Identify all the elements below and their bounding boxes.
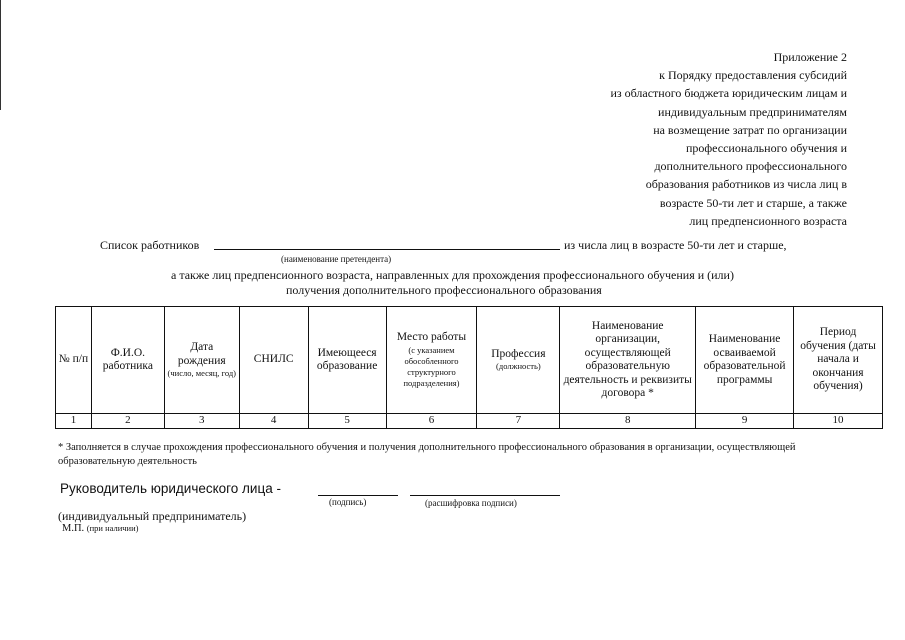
table-header-row bbox=[56, 307, 883, 414]
header-label: № п/п bbox=[58, 353, 89, 366]
header-sublabel: (должность) bbox=[496, 361, 541, 372]
applicant-name-blank[interactable] bbox=[214, 249, 560, 250]
appendix-line: индивидуальным предпринимателям bbox=[658, 104, 847, 119]
seal-label bbox=[62, 523, 139, 534]
seal-note: (при наличии) bbox=[86, 523, 139, 533]
appendix-line: образования работников из числа лиц в bbox=[645, 177, 847, 192]
column-number: 2 bbox=[91, 414, 164, 429]
header-label: Имеющееся образование bbox=[316, 346, 378, 372]
column-number: 9 bbox=[696, 414, 794, 429]
header-label: Ф.И.О. работника bbox=[102, 346, 153, 372]
appendix-line: лиц предпенсионного возраста bbox=[689, 213, 847, 228]
entrepreneur-label: (индивидуальный предприниматель) bbox=[58, 509, 247, 523]
appendix-line: из областного бюджета юридическим лицам и bbox=[610, 86, 847, 101]
header-cell bbox=[477, 307, 560, 414]
appendix-line: профессионального обучения и bbox=[685, 141, 847, 156]
signature-caption: (подпись) bbox=[329, 497, 367, 507]
title-suffix: из числа лиц в возрасте 50-ти лет и старше, bbox=[564, 238, 787, 252]
signature-blank[interactable] bbox=[318, 495, 398, 496]
header-label: Период обучения (даты начала и окончания обучения) bbox=[800, 326, 876, 393]
applicant-caption: (наименование претендента) bbox=[281, 254, 392, 264]
table-number-row bbox=[56, 414, 883, 429]
column-number: 4 bbox=[239, 414, 308, 429]
appendix-header bbox=[610, 48, 847, 230]
header-label: Дата рождения bbox=[177, 341, 226, 367]
header-cell bbox=[91, 307, 164, 414]
header-sublabel: (с указанием обособленного структурного подразделения) bbox=[403, 344, 460, 388]
column-number: 8 bbox=[560, 414, 696, 429]
header-cell bbox=[56, 307, 92, 414]
signature-decode-caption: (расшифровка подписи) bbox=[425, 498, 517, 508]
appendix-line: возрасте 50-ти лет и старше, а также bbox=[659, 195, 847, 210]
signature-decode-blank[interactable] bbox=[410, 495, 560, 496]
footnote: * Заполняется в случае прохождения профессионального обучения и получения дополнительного профессионального образования в организации, осуществляющей образовательную деятельность bbox=[58, 442, 796, 467]
appendix-line: дополнительного профессионального bbox=[654, 159, 847, 174]
left-border-line bbox=[0, 0, 1, 110]
title-line-2-text: а также лиц предпенсионного возраста, направленных для прохождения профессионального обучения и (или) bbox=[171, 268, 734, 282]
column-number: 3 bbox=[164, 414, 239, 429]
head-signature-label: Руководитель юридического лица - bbox=[60, 481, 281, 496]
header-label: Профессия bbox=[491, 347, 546, 360]
column-number: 5 bbox=[308, 414, 386, 429]
header-cell bbox=[308, 307, 386, 414]
column-number: 10 bbox=[794, 414, 883, 429]
header-cell bbox=[164, 307, 239, 414]
header-cell bbox=[560, 307, 696, 414]
appendix-line: к Порядку предоставления субсидий bbox=[659, 68, 847, 83]
header-cell bbox=[696, 307, 794, 414]
header-cell bbox=[239, 307, 308, 414]
header-label: Место работы bbox=[396, 331, 467, 344]
title-prefix: Список работников bbox=[100, 238, 200, 252]
header-label: Наименование организации, осуществляющей образовательную деятельность и реквизиты договора * bbox=[563, 319, 692, 399]
document-title bbox=[100, 238, 840, 256]
header-label: Наименование осваиваемой образовательной программы bbox=[703, 333, 786, 386]
column-number: 7 bbox=[477, 414, 560, 429]
appendix-line: Приложение 2 bbox=[773, 50, 847, 64]
column-number: 6 bbox=[386, 414, 477, 429]
header-cell bbox=[794, 307, 883, 414]
header-label: СНИЛС bbox=[253, 353, 294, 366]
employees-table bbox=[55, 306, 883, 429]
header-cell bbox=[386, 307, 477, 414]
column-number: 1 bbox=[56, 414, 92, 429]
title-line-3: получения дополнительного профессионального образования bbox=[286, 283, 602, 297]
header-sublabel: (число, месяц, год) bbox=[167, 368, 236, 378]
appendix-line: на возмещение затрат по организации bbox=[653, 122, 847, 137]
title-line-2 bbox=[0, 268, 905, 283]
seal-mark: М.П. bbox=[62, 523, 85, 534]
